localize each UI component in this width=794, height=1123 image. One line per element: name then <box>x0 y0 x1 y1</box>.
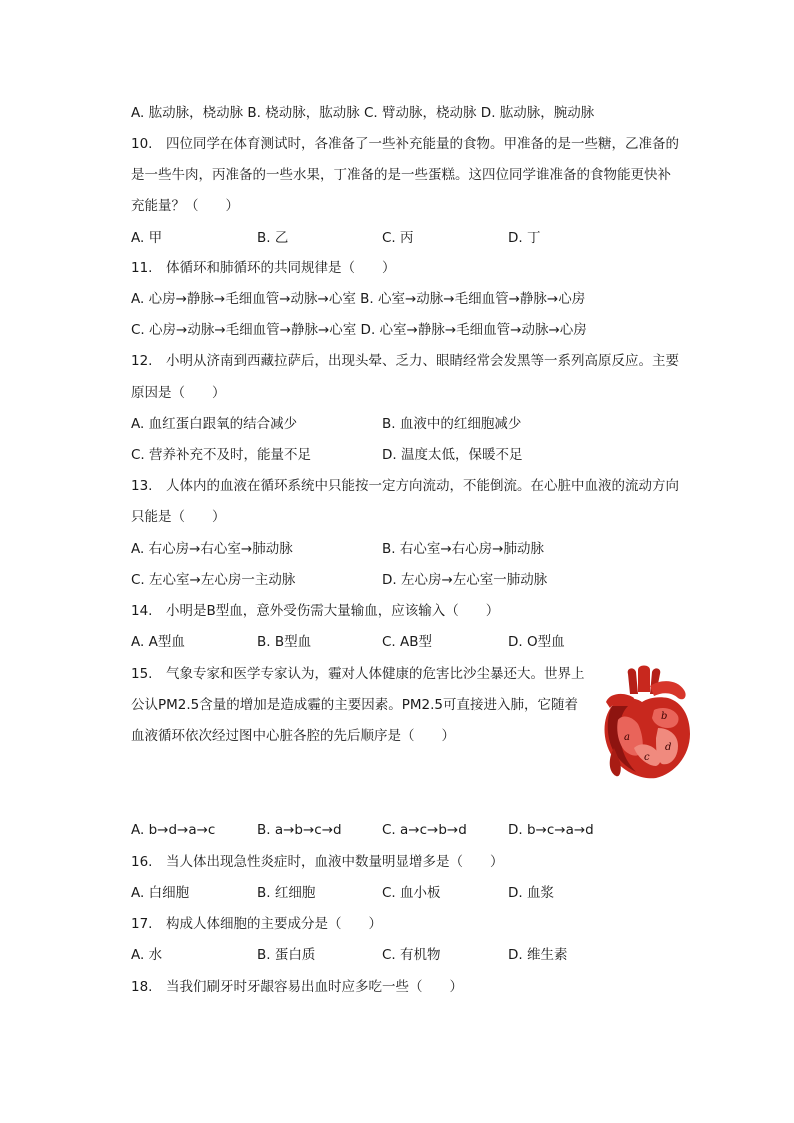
q16-option-a: A. 白细胞 <box>131 885 190 901</box>
question-13-line-1: 13. 人体内的血液在循环系统中只能按一定方向流动，不能倒流。在心脏中血液的流动方向 <box>131 478 679 494</box>
vessel-icon <box>628 668 638 694</box>
q15-option-a: A. b→d→a→c <box>131 822 216 838</box>
q11-options-ab: A. 心房→静脉→毛细血管→动脉→心室 B. 心室→动脉→毛细血管→静脉→心房 <box>131 291 586 307</box>
question-15-line-3: 血液循环依次经过图中心脏各腔的先后顺序是（ ） <box>131 728 455 744</box>
question-14: 14. 小明是B型血，意外受伤需大量输血，应该输入（ ） <box>131 603 500 619</box>
q17-option-a: A. 水 <box>131 947 163 963</box>
q16-option-d: D. 血浆 <box>508 885 554 901</box>
q13-option-c: C. 左心室→左心房一主动脉 <box>131 572 296 588</box>
q16-option-b: B. 红细胞 <box>257 885 316 901</box>
q10-option-d: D. 丁 <box>508 230 541 246</box>
q13-option-b: B. 右心室→右心房→肺动脉 <box>382 541 544 557</box>
heart-diagram <box>598 662 696 784</box>
question-13-line-2: 只能是（ ） <box>131 509 226 525</box>
q14-option-d: D. O型血 <box>508 634 565 650</box>
q11-options-cd: C. 心房→动脉→毛细血管→静脉→心室 D. 心室→静脉→毛细血管→动脉→心房 <box>131 322 587 338</box>
q15-option-c: C. a→c→b→d <box>382 822 467 838</box>
q13-option-d: D. 左心房→左心室一肺动脉 <box>382 572 548 588</box>
q15-option-d: D. b→c→a→d <box>508 822 594 838</box>
q15-option-b: B. a→b→c→d <box>257 822 342 838</box>
question-12-line-2: 原因是（ ） <box>131 385 226 401</box>
q10-option-c: C. 丙 <box>382 230 414 246</box>
question-15-line-1: 15. 气象专家和医学专家认为，霾对人体健康的危害比沙尘暴还大。世界上 <box>131 666 585 682</box>
question-16: 16. 当人体出现急性炎症时，血液中数量明显增多是（ ） <box>131 854 504 870</box>
question-12-line-1: 12. 小明从济南到西藏拉萨后，出现头晕、乏力、眼睛经常会发黑等一系列高原反应。主要 <box>131 353 679 369</box>
q13-option-a: A. 右心房→右心室→肺动脉 <box>131 541 293 557</box>
aorta-icon <box>638 666 650 693</box>
question-17: 17. 构成人体细胞的主要成分是（ ） <box>131 916 382 932</box>
question-10-line-3: 充能量？（ ） <box>131 198 239 214</box>
question-10-line-2: 是一些牛肉，丙准备的一些水果，丁准备的是一些蛋糕。这四位同学谁准备的食物能更快补 <box>131 167 671 183</box>
q12-option-d: D. 温度太低，保暖不足 <box>382 447 523 463</box>
q10-option-b: B. 乙 <box>257 230 289 246</box>
question-15-line-2: 公认PM2.5含量的增加是造成霾的主要因素。PM2.5可直接进入肺，它随着 <box>131 697 579 713</box>
q14-option-b: B. B型血 <box>257 634 312 650</box>
question-18: 18. 当我们刷牙时牙龈容易出血时应多吃一些（ ） <box>131 979 463 995</box>
aortic-arch-icon <box>650 681 686 699</box>
q14-option-c: C. AB型 <box>382 634 433 650</box>
q17-option-d: D. 维生素 <box>508 947 568 963</box>
q12-option-a: A. 血红蛋白跟氧的结合减少 <box>131 416 298 432</box>
label-c: c <box>644 752 650 763</box>
question-10-line-1: 10. 四位同学在体育测试时，各准备了一些补充能量的食物。甲准备的是一些糖，乙准备的 <box>131 136 679 152</box>
question-11: 11. 体循环和肺循环的共同规律是（ ） <box>131 260 396 276</box>
label-a: a <box>624 732 630 743</box>
label-d: d <box>665 742 672 753</box>
q12-option-c: C. 营养补充不及时，能量不足 <box>131 447 312 463</box>
label-b: b <box>661 711 668 722</box>
q17-option-b: B. 蛋白质 <box>257 947 316 963</box>
q17-option-c: C. 有机物 <box>382 947 441 963</box>
q16-option-c: C. 血小板 <box>382 885 441 901</box>
q14-option-a: A. A型血 <box>131 634 185 650</box>
q12-option-b: B. 血液中的红细胞减少 <box>382 416 522 432</box>
q10-option-a: A. 甲 <box>131 230 163 246</box>
q9-options: A. 肱动脉，桡动脉 B. 桡动脉，肱动脉 C. 臂动脉，桡动脉 D. 肱动脉，腕动脉 <box>131 105 595 121</box>
